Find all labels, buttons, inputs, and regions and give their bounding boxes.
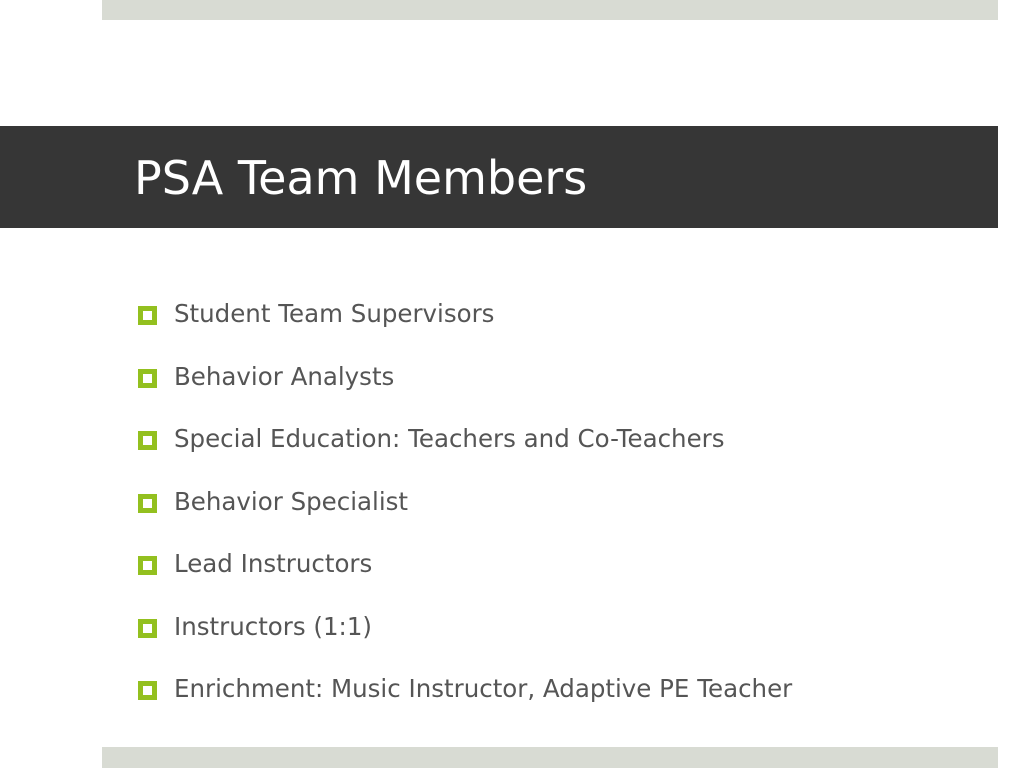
bullet-text: Behavior Analysts xyxy=(174,361,395,391)
top-decorative-strip xyxy=(102,0,998,20)
bullet-text: Special Education: Teachers and Co-Teachers xyxy=(174,424,725,453)
slide-title: PSA Team Members xyxy=(134,151,588,205)
square-bullet-icon xyxy=(137,368,158,389)
bullet-item xyxy=(137,667,997,730)
bullet-text: Lead Instructors xyxy=(174,549,373,578)
bullet-text: Enrichment: Music Instructor, Adaptive PE Teacher xyxy=(174,674,793,703)
square-bullet-icon xyxy=(137,430,158,451)
square-bullet-icon xyxy=(137,555,158,576)
bullet-text: Student Team Supervisors xyxy=(174,299,495,328)
bullet-text: Instructors (1:1) xyxy=(174,611,372,641)
bullet-text: Behavior Specialist xyxy=(174,486,409,516)
bullet-item xyxy=(137,480,997,543)
square-bullet-icon xyxy=(137,618,158,639)
bullet-item xyxy=(137,292,997,355)
square-bullet-icon xyxy=(137,305,158,326)
square-bullet-icon xyxy=(137,680,158,701)
bullet-item xyxy=(137,417,997,480)
bullet-list xyxy=(137,292,997,730)
bullet-item xyxy=(137,542,997,605)
bullet-item xyxy=(137,355,997,418)
bottom-decorative-strip xyxy=(102,747,998,768)
square-bullet-icon xyxy=(137,493,158,514)
bullet-item xyxy=(137,605,997,668)
